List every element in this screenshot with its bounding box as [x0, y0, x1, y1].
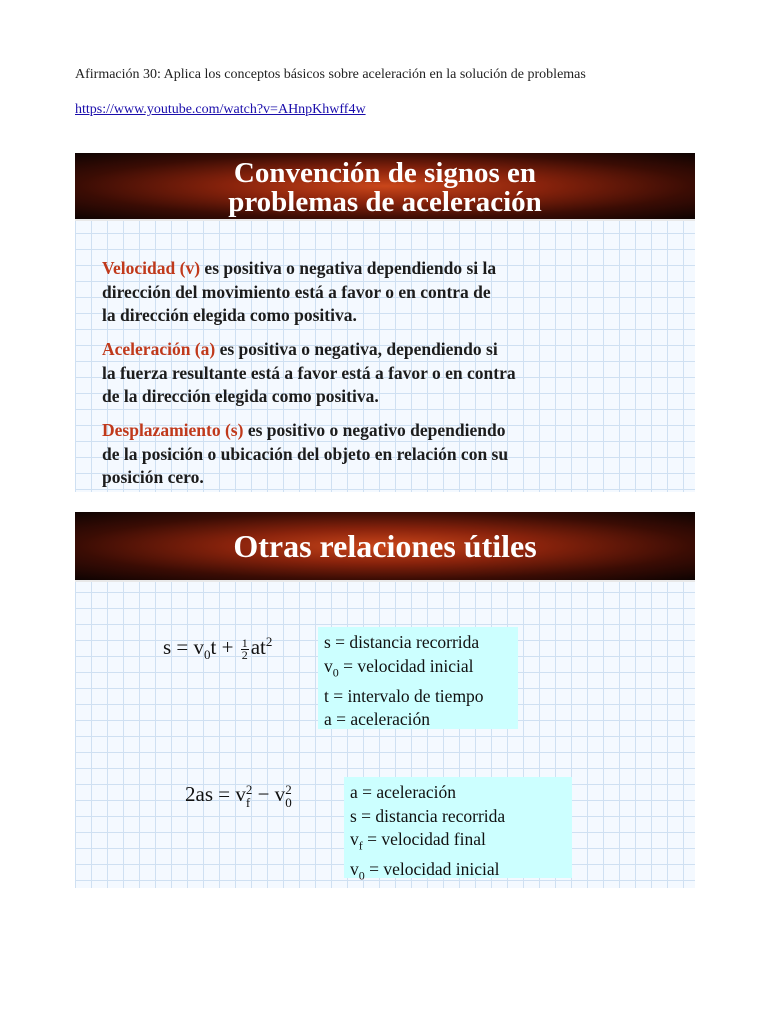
formula-displacement: [163, 634, 272, 663]
definition-item: a = aceleración: [324, 709, 431, 729]
definition-item: t = intervalo de tiempo: [324, 685, 484, 706]
formula-subsup: 2 0: [285, 782, 292, 811]
definition-item: s = distancia recorrida: [324, 632, 480, 652]
definition-item: $v_0$ = velocidad inicial: [324, 655, 474, 679]
paragraph-displacement: [102, 419, 662, 490]
definitions-box-1: [318, 627, 518, 729]
definition-item: $v_f$ = velocidad final: [350, 829, 486, 853]
slide-title-line2: problemas de aceleración: [228, 186, 542, 218]
definition-item: a = aceleración: [350, 782, 457, 802]
formula-subsup: 2 f: [245, 782, 253, 811]
definition-item: s = distancia recorrida: [350, 805, 506, 826]
paragraph-text: la dirección elegida como positiva.: [102, 305, 357, 325]
formula-sub: 0: [204, 647, 211, 663]
intro-text: Afirmación 30: Aplica los conceptos básicos sobre aceleración en la solución de problemas: [75, 67, 586, 82]
paragraph-text: de la posición o ubicación del objeto en relación con su: [102, 443, 509, 464]
term-velocity: Velocidad (v): [102, 258, 201, 278]
paragraph-text: posición cero.: [102, 467, 204, 487]
formula-velocity-squared: [185, 782, 292, 809]
fraction-denominator: 2: [241, 647, 248, 662]
formula-part: 2as = v: [185, 782, 246, 806]
paragraph-text: dirección del movimiento está a favor o en contra de: [102, 281, 491, 302]
definition-item: $v_0$ = velocidad inicial: [350, 859, 500, 883]
paragraph-text: la fuerza resultante está a favor está a favor o en contra: [102, 362, 516, 383]
definitions-box-2: [344, 777, 572, 883]
slide-title-banner: [75, 512, 695, 582]
fraction: [241, 635, 249, 662]
slide-sign-convention: [75, 153, 695, 492]
paragraph-text: es positivo o negativo dependiendo: [243, 420, 506, 440]
paragraph-velocity: [102, 257, 662, 328]
slide-title-line1: Convención de signos en: [233, 157, 537, 189]
fraction-numerator: 1: [241, 635, 248, 650]
slide-other-relations: [75, 512, 695, 888]
paragraph-text: es positiva o negativa dependiendo si la: [200, 258, 497, 278]
formula-part: s = v: [163, 635, 205, 659]
slide-title: Otras relaciones útiles: [233, 528, 537, 564]
formula-part: at: [250, 635, 266, 659]
term-acceleration: Aceleración (a): [102, 339, 216, 359]
paragraph-acceleration: [102, 338, 662, 409]
formula-part: t +: [210, 635, 239, 659]
formula-part: − v: [252, 782, 286, 806]
youtube-link[interactable]: https://www.youtube.com/watch?v=AHnpKhwff4w: [75, 102, 366, 117]
formula-sup: 2: [265, 634, 273, 649]
paragraph-text: es positiva o negativa, dependiendo si: [215, 339, 498, 359]
slide-title-banner: [75, 153, 695, 221]
term-displacement: Desplazamiento (s): [102, 420, 244, 440]
paragraph-text: de la dirección elegida como positiva.: [102, 386, 379, 406]
